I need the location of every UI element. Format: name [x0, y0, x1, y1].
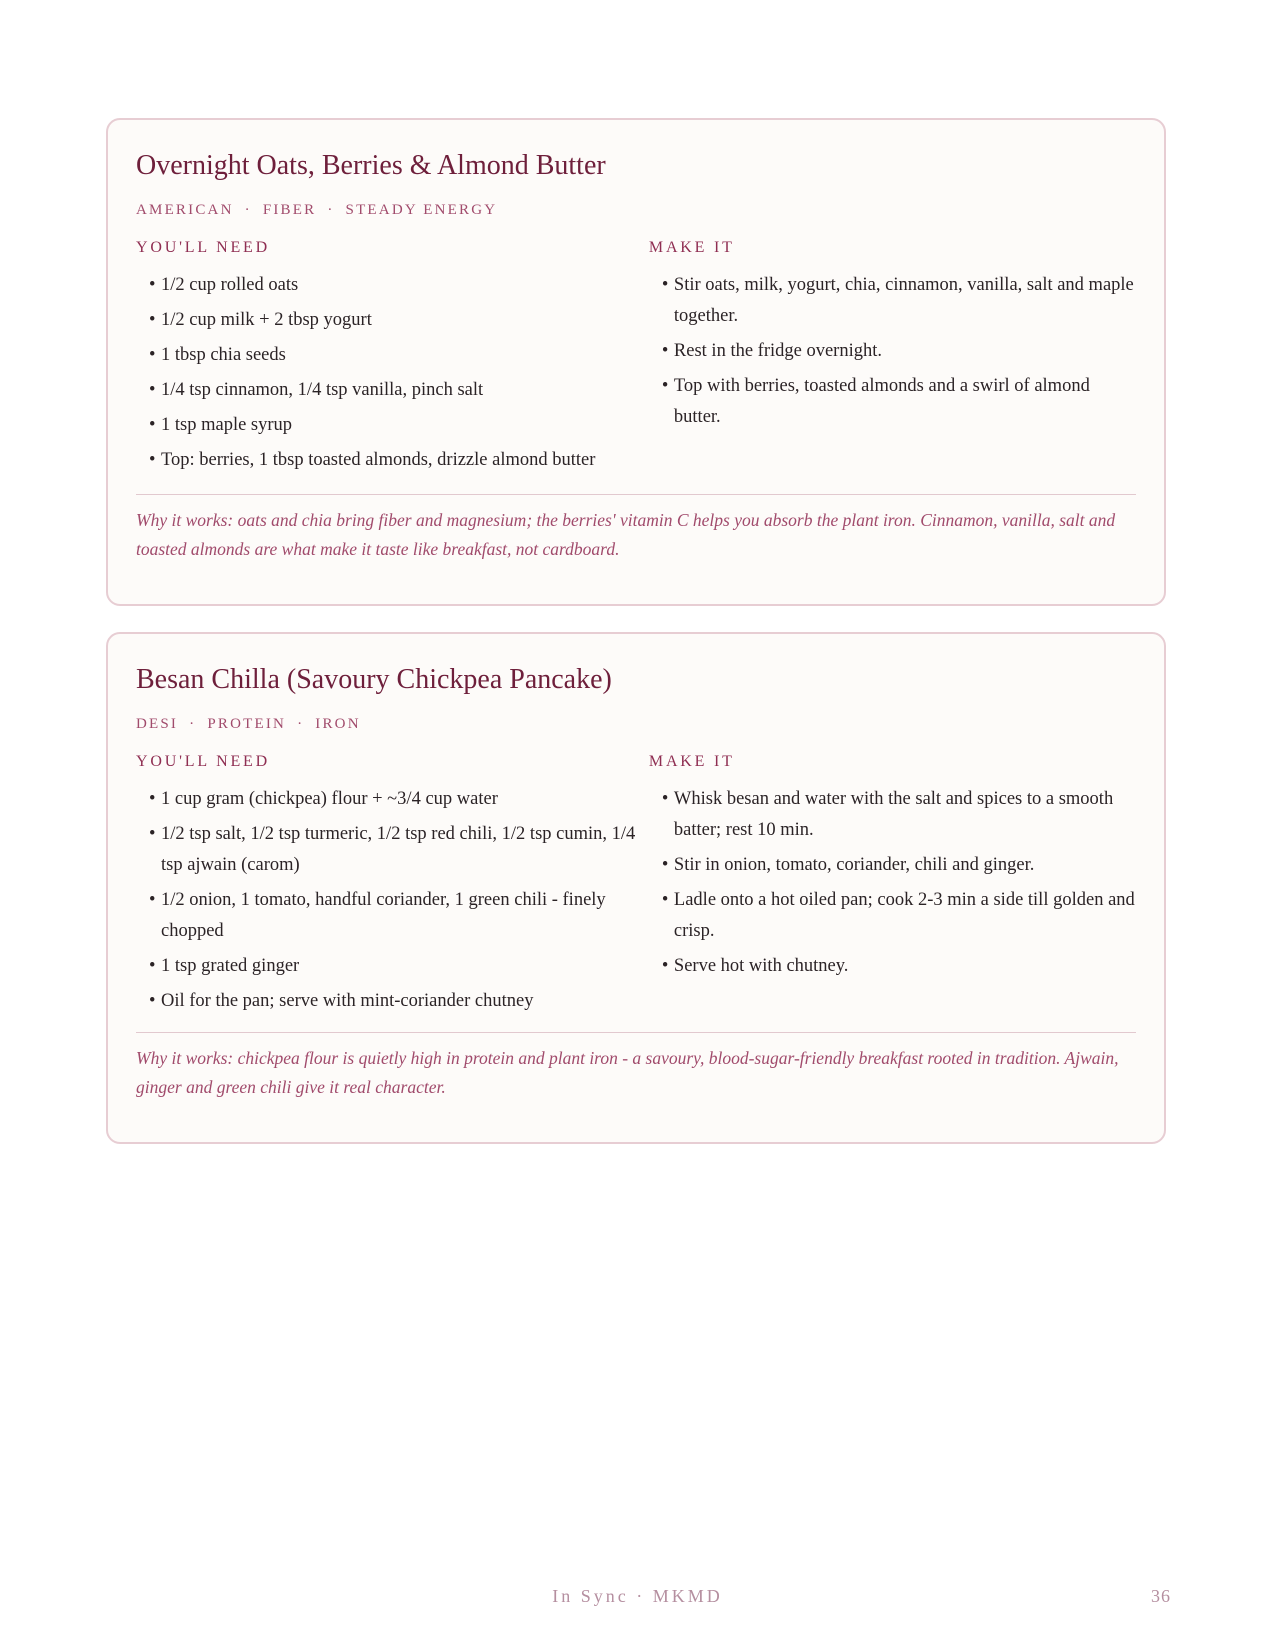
recipe-tag: PROTEIN: [207, 716, 287, 732]
ingredient-item: • 1 cup gram (chickpea) flour + ~3/4 cup water: [136, 784, 649, 815]
step-item: • Stir in onion, tomato, coriander, chili and ginger.: [649, 850, 1136, 881]
footer-title: In Sync · MKMD: [552, 1586, 723, 1606]
steps-heading: MAKE IT: [648, 753, 735, 770]
recipe-tag: IRON: [315, 716, 361, 732]
page-number: 36: [1151, 1586, 1171, 1606]
card-divider: [136, 1032, 1136, 1033]
steps-heading: MAKE IT: [648, 239, 735, 256]
steps-list: [649, 270, 1136, 433]
tag-separator: ·: [297, 716, 305, 732]
recipe-tags: [136, 714, 1136, 734]
step-item: • Rest in the fridge overnight.: [649, 336, 1136, 367]
ingredients-list: [136, 784, 649, 1017]
ingredient-item: • Oil for the pan; serve with mint-coriander chutney: [136, 986, 649, 1017]
ingredient-item: • 1/2 tsp salt, 1/2 tsp turmeric, 1/2 tsp red chili, 1/2 tsp cumin, 1/4 tsp ajwain (carom): [136, 819, 649, 881]
ingredient-item: • Top: berries, 1 tbsp toasted almonds, drizzle almond butter: [136, 445, 649, 476]
recipe-columns: [136, 752, 1136, 1021]
step-item: • Serve hot with chutney.: [649, 951, 1136, 982]
ingredients-heading: YOU'LL NEED: [136, 753, 270, 770]
ingredient-item: • 1 tbsp chia seeds: [136, 340, 649, 371]
ingredient-item: • 1/4 tsp cinnamon, 1/4 tsp vanilla, pinch salt: [136, 375, 649, 406]
step-item: • Top with berries, toasted almonds and a swirl of almond butter.: [649, 371, 1136, 433]
ingredients-list: [136, 270, 649, 476]
tag-separator: ·: [327, 202, 335, 218]
recipe-card: [106, 118, 1166, 606]
why-it-works-note: Why it works: oats and chia bring fiber and magnesium; the berries' vitamin C helps you absorb the plant iron. Cinnamon, vanilla, salt and toasted almonds are what make it taste like breakfast, not cardboard.: [136, 510, 1116, 559]
why-it-works-note: Why it works: chickpea flour is quietly high in protein and plant iron - a savoury, blood-sugar-friendly breakfast rooted in tradition. Ajwain, ginger and green chili give it real character.: [136, 1048, 1119, 1097]
ingredients-heading: YOU'LL NEED: [136, 239, 270, 256]
card-divider: [136, 494, 1136, 495]
ingredients-column: [136, 238, 649, 480]
tag-separator: ·: [244, 202, 252, 218]
recipe-card: [106, 632, 1166, 1144]
step-item: • Stir oats, milk, yogurt, chia, cinnamon, vanilla, salt and maple together.: [649, 270, 1136, 332]
ingredient-item: • 1 tsp maple syrup: [136, 410, 649, 441]
recipe-tag: STEADY ENERGY: [345, 202, 498, 218]
tag-separator: ·: [189, 716, 197, 732]
recipe-tag: FIBER: [262, 202, 317, 218]
recipe-tag: AMERICAN: [136, 202, 234, 218]
step-item: • Whisk besan and water with the salt and spices to a smooth batter; rest 10 min.: [649, 784, 1136, 846]
ingredient-item: • 1/2 onion, 1 tomato, handful coriander, 1 green chili - finely chopped: [136, 885, 649, 947]
step-item: • Ladle onto a hot oiled pan; cook 2-3 min a side till golden and crisp.: [649, 885, 1136, 947]
steps-column: [649, 238, 1136, 480]
steps-column: [649, 752, 1136, 1021]
recipe-title: Overnight Oats, Berries & Almond Butter: [136, 150, 606, 181]
ingredient-item: • 1/2 cup rolled oats: [136, 270, 649, 301]
ingredient-item: • 1 tsp grated ginger: [136, 951, 649, 982]
recipe-tag: DESI: [136, 716, 179, 732]
recipe-title: Besan Chilla (Savoury Chickpea Pancake): [136, 664, 612, 695]
recipe-columns: [136, 238, 1136, 480]
recipe-tags: [136, 200, 1136, 220]
steps-list: [649, 784, 1136, 982]
ingredients-column: [136, 752, 649, 1021]
ingredient-item: • 1/2 cup milk + 2 tbsp yogurt: [136, 305, 649, 336]
